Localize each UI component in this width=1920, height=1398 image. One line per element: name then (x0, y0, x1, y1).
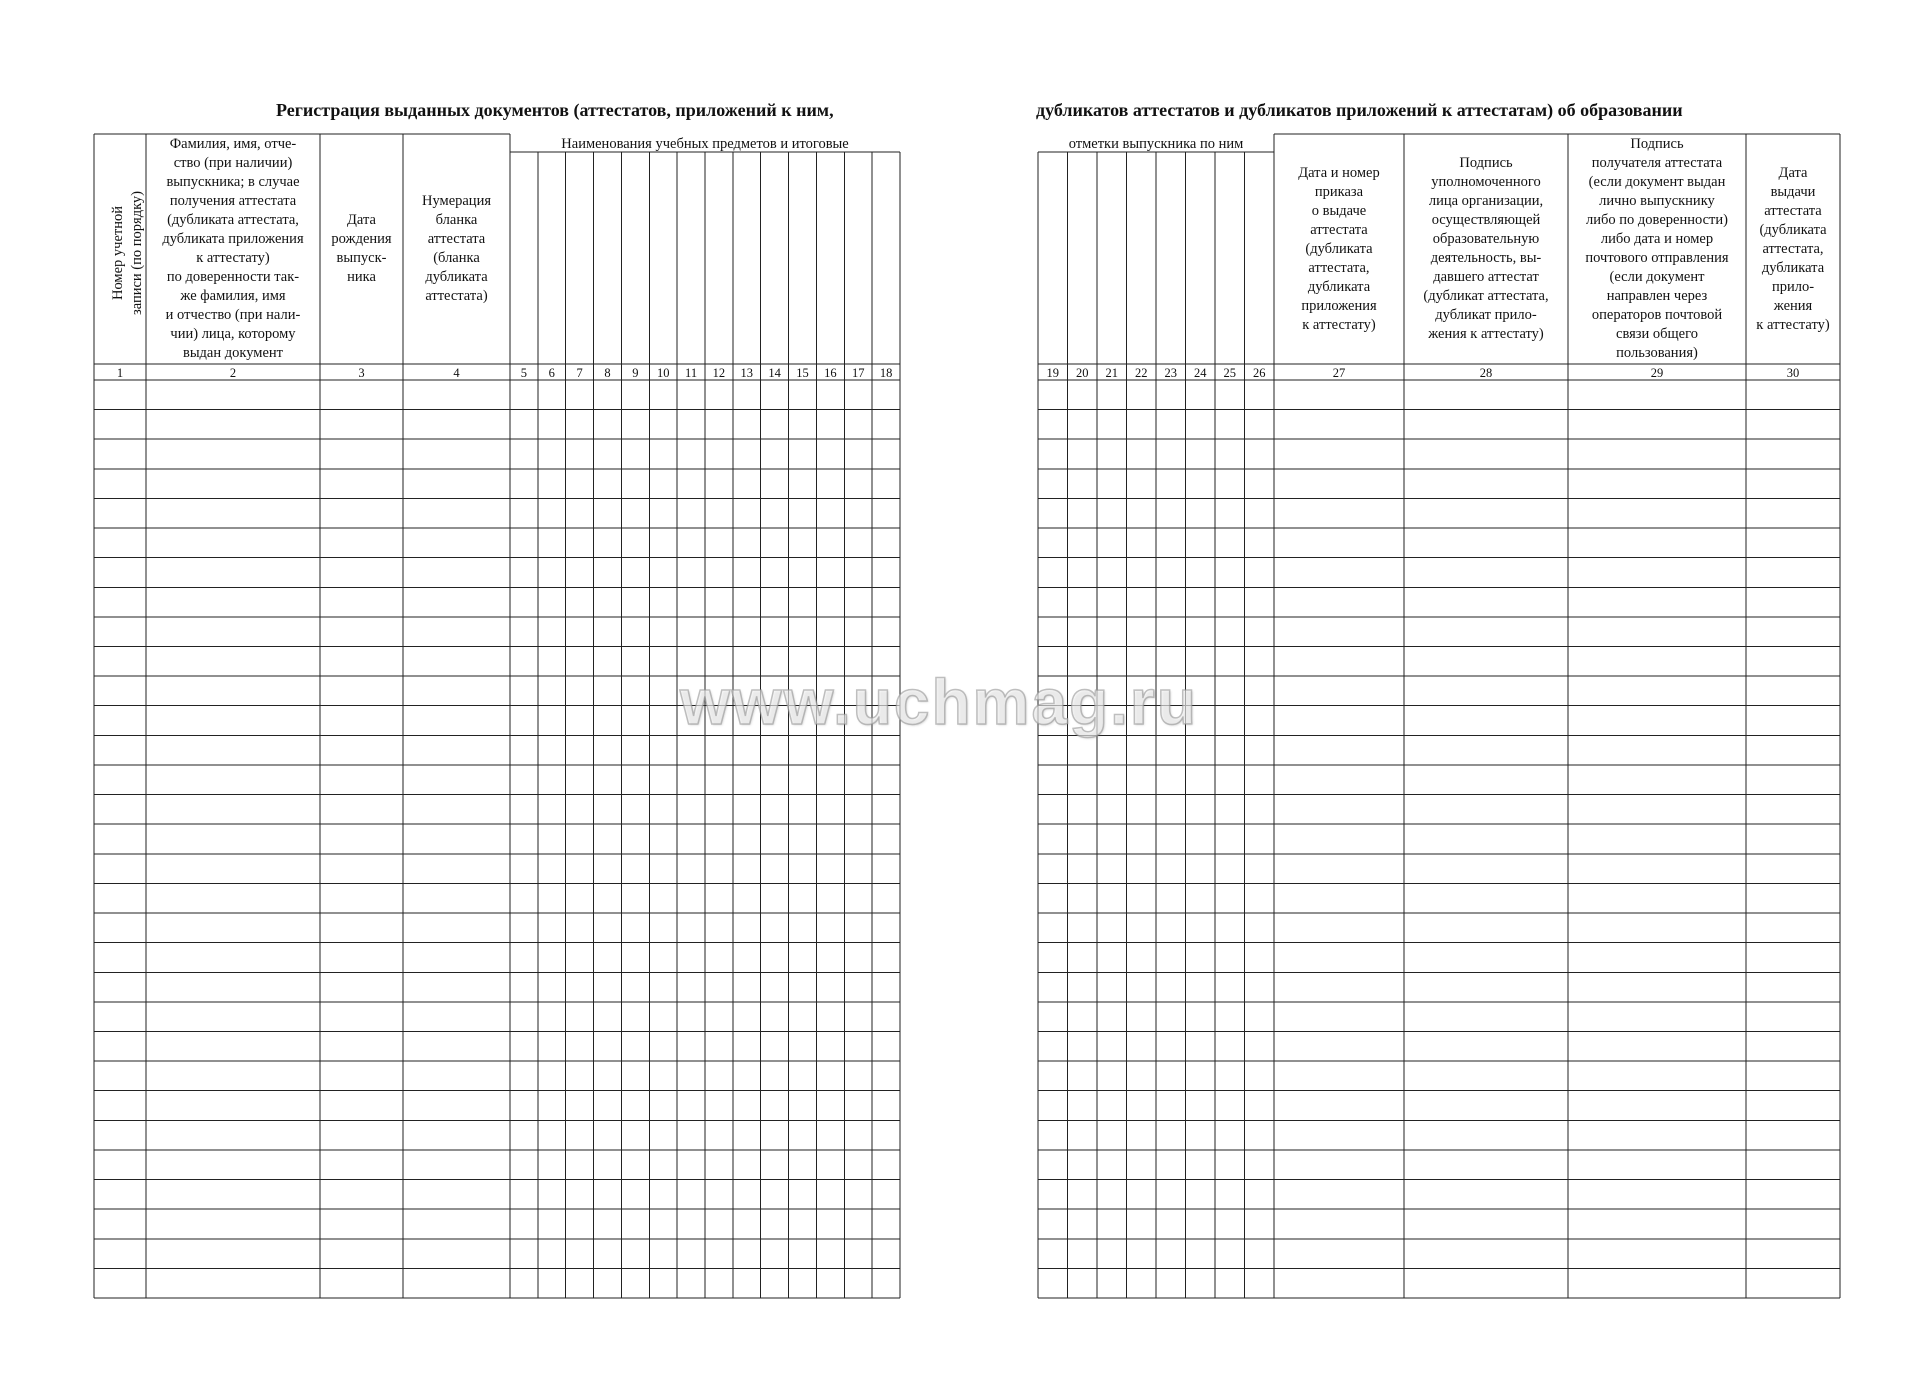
column-number: 12 (712, 366, 726, 380)
column-number: 10 (656, 366, 670, 380)
header-recipient-signature: Подпись получателя аттестата (если документ выдан лично выпускнику либо по доверенности) либо дата и номер почтового отправления (если документ направлен через операторов почтовой связи общего пользования) (1585, 136, 1729, 361)
column-number: 19 (1046, 366, 1059, 380)
column-number: 25 (1223, 366, 1236, 380)
column-number: 14 (768, 366, 781, 380)
column-number: 3 (358, 366, 365, 380)
column-number: 11 (685, 366, 698, 380)
column-number: 2 (229, 366, 237, 380)
page-title-right: дубликатов аттестатов и дубликатов приложений к аттестатам) об образовании (1036, 100, 1683, 120)
header-graduate-name: Фамилия, имя, отче- ство (при наличии) выпускника; в случае получения аттестата (дубликата аттестата, дубликата приложения к аттестату) по доверенности так- же фамилия, имя и отчество (при нали- чии) лица, которому выдан документ (162, 136, 304, 361)
column-number: 15 (796, 366, 809, 380)
column-number: 22 (1135, 366, 1148, 380)
column-number: 16 (824, 366, 837, 380)
header-issue-date: Дата выдачи аттестата (дубликата аттестата, дубликата прило- жения к аттестату) (1756, 164, 1830, 333)
column-number: 20 (1076, 366, 1089, 380)
column-number: 8 (604, 366, 611, 380)
column-number: 7 (576, 366, 583, 380)
column-number: 6 (548, 366, 555, 380)
column-number: 21 (1105, 366, 1118, 380)
column-number: 13 (740, 366, 754, 380)
column-number: 29 (1650, 366, 1664, 380)
column-number: 27 (1332, 366, 1346, 380)
column-number: 4 (453, 366, 460, 380)
header-record-number: Номер учетной записи (по порядку) (110, 191, 145, 316)
watermark: www.uchmag.ru (680, 666, 1198, 738)
header-authorized-signature: Подпись уполномоченного лица организации, осуществляющей образовательную деятельность, вы- давшего аттестат (дубликат аттестата, дубликат прило- жения к аттестату) (1423, 155, 1549, 342)
header-birth-date: Дата рождения выпуск- ника (331, 212, 392, 285)
column-number: 30 (1786, 366, 1800, 380)
header-form-number: Нумерация бланка аттестата (бланка дубликата аттестата) (421, 193, 492, 304)
column-number: 9 (632, 366, 639, 380)
header-marks: отметки выпускника по ним (1068, 136, 1244, 152)
page-title-left: Регистрация выданных документов (аттестатов, приложений к ним, (276, 100, 834, 120)
column-number: 5 (520, 366, 528, 380)
column-number: 23 (1164, 366, 1177, 380)
column-number: 17 (851, 366, 865, 380)
header-order-date-number: Дата и номер приказа о выдаче аттестата (дубликата аттестата, дубликата приложения к аттестату) (1298, 164, 1380, 333)
column-number: 24 (1194, 366, 1207, 380)
header-subjects: Наименования учебных предметов и итоговые (561, 136, 849, 152)
column-number: 28 (1479, 366, 1493, 380)
column-number: 18 (879, 366, 893, 380)
column-number: 1 (116, 366, 124, 380)
column-number: 26 (1253, 366, 1266, 380)
